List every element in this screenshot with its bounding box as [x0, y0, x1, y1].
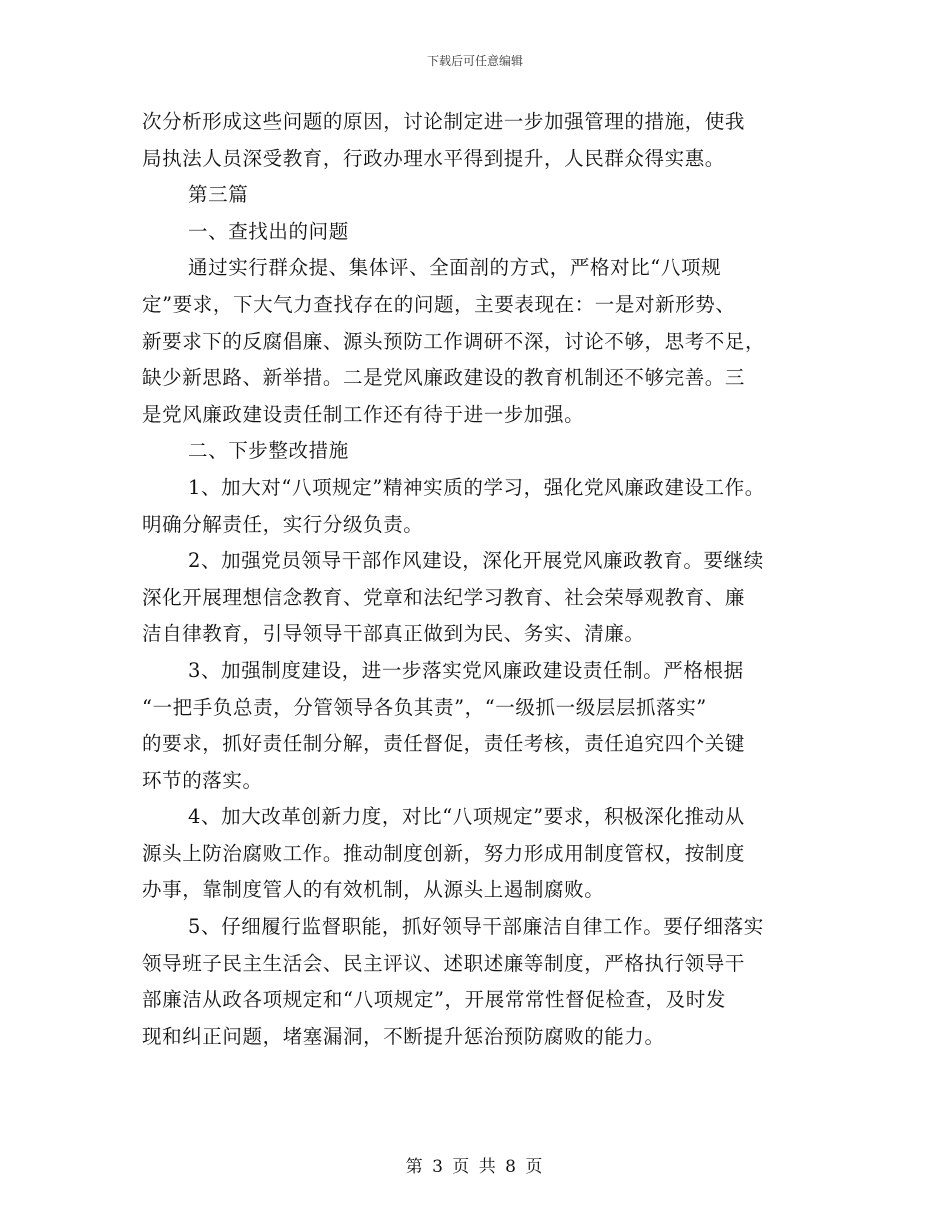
text-line: 一、查找出的问题 [188, 219, 349, 243]
text-line: 缺少新思路、新举措。二是党风廉政建设的教育机制还不够完善。三 [142, 366, 746, 390]
text-line: 4、加大改革创新力度，对比“八项规定”要求，积极深化推动从 [188, 805, 745, 829]
text-line: 办事，靠制度管人的有效机制，从源头上遏制腐败。 [142, 878, 605, 902]
text-line: 5、仔细履行监督职能，抓好领导干部廉洁自律工作。要仔细落实 [188, 915, 764, 939]
text-line: 明确分解责任，实行分级负责。 [142, 512, 424, 536]
text-line: 源头上防治腐败工作。推动制度创新，努力形成用制度管权，按制度 [142, 841, 746, 865]
text-line: 部廉洁从政各项规定和“八项规定”，开展常常性督促检查，及时发 [142, 988, 726, 1012]
text-line: 是党风廉政建设责任制工作还有待于进一步加强。 [142, 402, 585, 426]
page-footer: 第 3 页 共 8 页 [405, 1157, 545, 1177]
text-line: 2、加强党员领导干部作风建设，深化开展党风廉政教育。要继续 [188, 549, 764, 573]
text-line: 领导班子民主生活会、民主评议、述职述廉等制度，严格执行领导干 [142, 951, 746, 975]
text-line: 新要求下的反腐倡廉、源头预防工作调研不深，讨论不够，思考不足， [142, 329, 766, 353]
text-line: 深化开展理想信念教育、党章和法纪学习教育、社会荣辱观教育、廉 [142, 585, 746, 609]
text-line: 定”要求，下大气力查找存在的问题，主要表现在：一是对新形势、 [142, 292, 736, 316]
text-line: 次分析形成这些问题的原因，讨论制定进一步加强管理的措施，使我 [142, 110, 746, 133]
text-line: 环节的落实。 [142, 768, 263, 792]
text-line: 1、加大对“八项规定”精神实质的学习，强化党风廉政建设工作。 [188, 475, 765, 499]
text-line: 通过实行群众提、集体评、全面剖的方式，严格对比“八项规 [188, 256, 722, 280]
text-line: 的要求，抓好责任制分解，责任督促，责任考核，责任追究四个关键 [142, 732, 746, 756]
text-line: 3、加强制度建设，进一步落实党风廉政建设责任制。严格根据 [188, 658, 744, 682]
text-line: 现和纠正问题，堵塞漏洞，不断提升惩治预防腐败的能力。 [142, 1024, 665, 1048]
document-body [142, 104, 810, 1055]
text-line: 洁自律教育，引导领导干部真正做到为民、务实、清廉。 [142, 622, 645, 646]
text-line: 第三篇 [188, 183, 249, 207]
text-line: 局执法人员深受教育，行政办理水平得到提升，人民群众得实惠。 [142, 146, 725, 170]
text-line: 二、下步整改措施 [188, 439, 349, 463]
text-line: “一把手负总责，分管领导各负其责”，“一级抓一级层层抓落实” [142, 695, 707, 719]
page-header: 下载后可任意编辑 [426, 54, 523, 68]
